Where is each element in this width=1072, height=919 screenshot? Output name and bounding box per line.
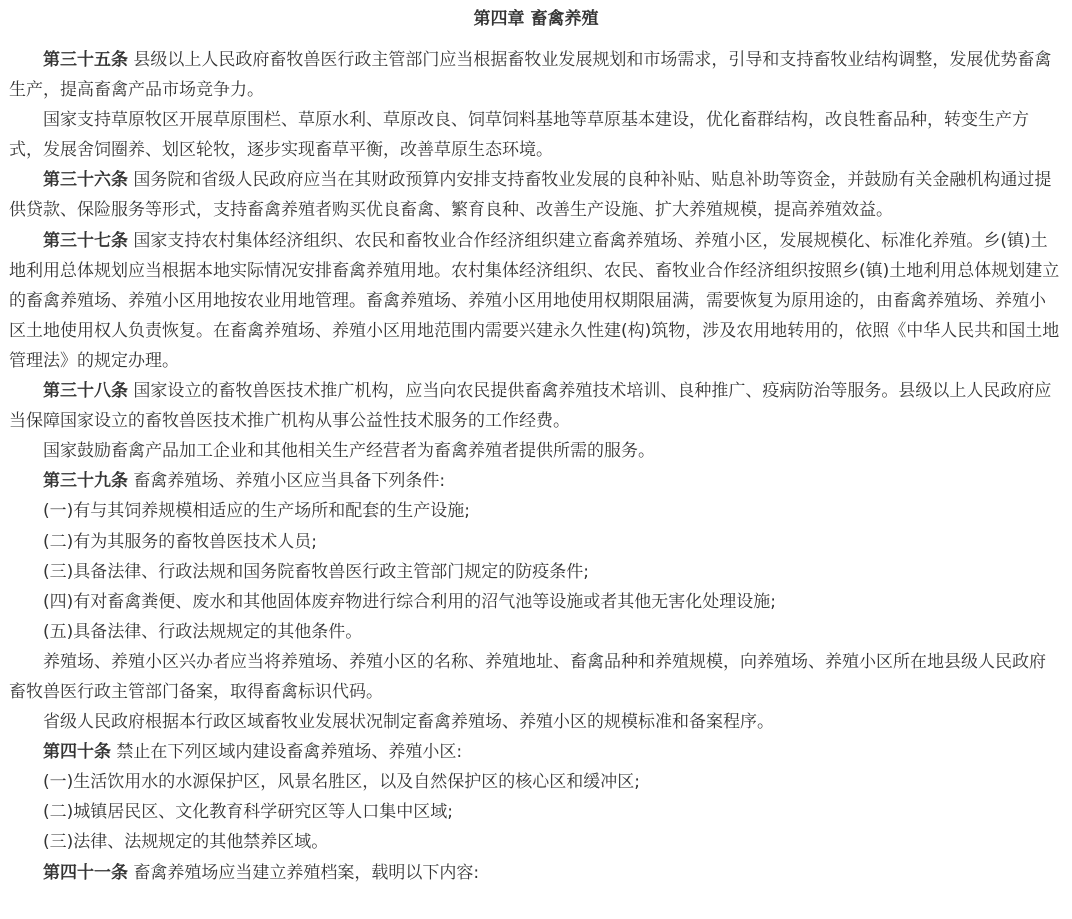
article-label: 第四十条 (43, 742, 111, 763)
article-38 (9, 376, 1061, 436)
article-37 (9, 226, 1061, 376)
article-35 (9, 45, 1061, 105)
list-item: (三)法律、法规规定的其他禁养区域。 (43, 832, 329, 853)
article-text: 国家设立的畜牧兽医技术推广机构，应当向农民提供畜禽养殖技术培训、良种推广、疫病防治等服务。县级以上人民政府应当保障国家设立的畜牧兽医技术推广机构从事公益性技术服务的工作经费。 (9, 381, 1052, 432)
article-36 (9, 165, 1061, 225)
article-text: 国务院和省级人民政府应当在其财政预算内安排支持畜牧业发展的良种补贴、贴息补助等资金，并鼓励有关金融机构通过提供贷款、保险服务等形式，支持畜禽养殖者购买优良畜禽、繁育良种、改善生产设施、扩大养殖规模，提高养殖效益。 (9, 170, 1052, 221)
list-item: (三)具备法律、行政法规和国务院畜牧兽医行政主管部门规定的防疫条件; (43, 561, 589, 582)
article-label: 第四十一条 (43, 862, 128, 883)
article-text: 禁止在下列区域内建设畜禽养殖场、养殖小区: (116, 742, 463, 763)
article-38-paragraph-2: 国家鼓励畜禽产品加工企业和其他相关生产经营者为畜禽养殖者提供所需的服务。 (43, 441, 655, 462)
list-item: (四)有对畜禽粪便、废水和其他固体废弃物进行综合利用的沼气池等设施或者其他无害化处理设施; (43, 591, 776, 612)
article-text: 畜禽养殖场应当建立养殖档案，载明以下内容: (133, 862, 480, 883)
article-label: 第三十七条 (43, 230, 128, 251)
chapter-title: 第四章 畜禽养殖 (473, 9, 599, 29)
article-39 (9, 466, 1061, 496)
list-item: (五)具备法律、行政法规规定的其他条件。 (43, 621, 363, 642)
list-item: (一)有与其饲养规模相适应的生产场所和配套的生产设施; (43, 501, 470, 522)
article-41 (9, 858, 1061, 888)
article-39-paragraph-2: 养殖场、养殖小区兴办者应当将养殖场、养殖小区的名称、养殖地址、畜禽品种和养殖规模，向养殖场、养殖小区所在地县级人民政府畜牧兽医行政主管部门备案，取得畜禽标识代码。 (9, 651, 1046, 702)
article-text: 国家支持农村集体经济组织、农民和畜牧业合作经济组织建立畜禽养殖场、养殖小区，发展规模化、标准化养殖。乡(镇)土地利用总体规划应当根据本地实际情况安排畜禽养殖用地。农村集体经济组织、农民、畜牧业合作经济组织按照乡(镇)土地利用总体规划建立的畜禽养殖场、养殖小区用地按农业用地管理。畜禽养殖场、养殖小区用地使用权期限届满，需要恢复为原用途的，由畜禽养殖场、养殖小区土地使用权人负责恢复。在畜禽养殖场、养殖小区用地范围内需要兴建永久性建(构)筑物，涉及农用地转用的，依照《中华人民共和国土地管理法》的规定办理。 (9, 230, 1060, 371)
document-body (9, 45, 1061, 888)
list-item: (一)生活饮用水的水源保护区，风景名胜区，以及自然保护区的核心区和缓冲区; (43, 772, 640, 793)
article-35-paragraph-2: 国家支持草原牧区开展草原围栏、草原水利、草原改良、饲草饲料基地等草原基本建设，优化畜群结构，改良牲畜品种，转变生产方式，发展舍饲圈养、划区轮牧，逐步实现畜草平衡，改善草原生态环境。 (9, 110, 1029, 161)
article-label: 第三十六条 (43, 170, 128, 191)
article-40 (9, 737, 1061, 767)
article-label: 第三十五条 (43, 50, 128, 70)
article-39-paragraph-3: 省级人民政府根据本行政区域畜牧业发展状况制定畜禽养殖场、养殖小区的规模标准和备案程序。 (43, 712, 774, 733)
article-label: 第三十八条 (43, 381, 128, 402)
article-text: 畜禽养殖场、养殖小区应当具备下列条件: (133, 471, 446, 492)
article-text: 县级以上人民政府畜牧兽医行政主管部门应当根据畜牧业发展规划和市场需求，引导和支持畜牧业结构调整，发展优势畜禽生产，提高畜禽产品市场竞争力。 (9, 50, 1052, 101)
list-item: (二)城镇居民区、文化教育科学研究区等人口集中区域; (43, 802, 453, 823)
list-item: (二)有为其服务的畜牧兽医技术人员; (43, 531, 317, 552)
article-label: 第三十九条 (43, 471, 128, 492)
